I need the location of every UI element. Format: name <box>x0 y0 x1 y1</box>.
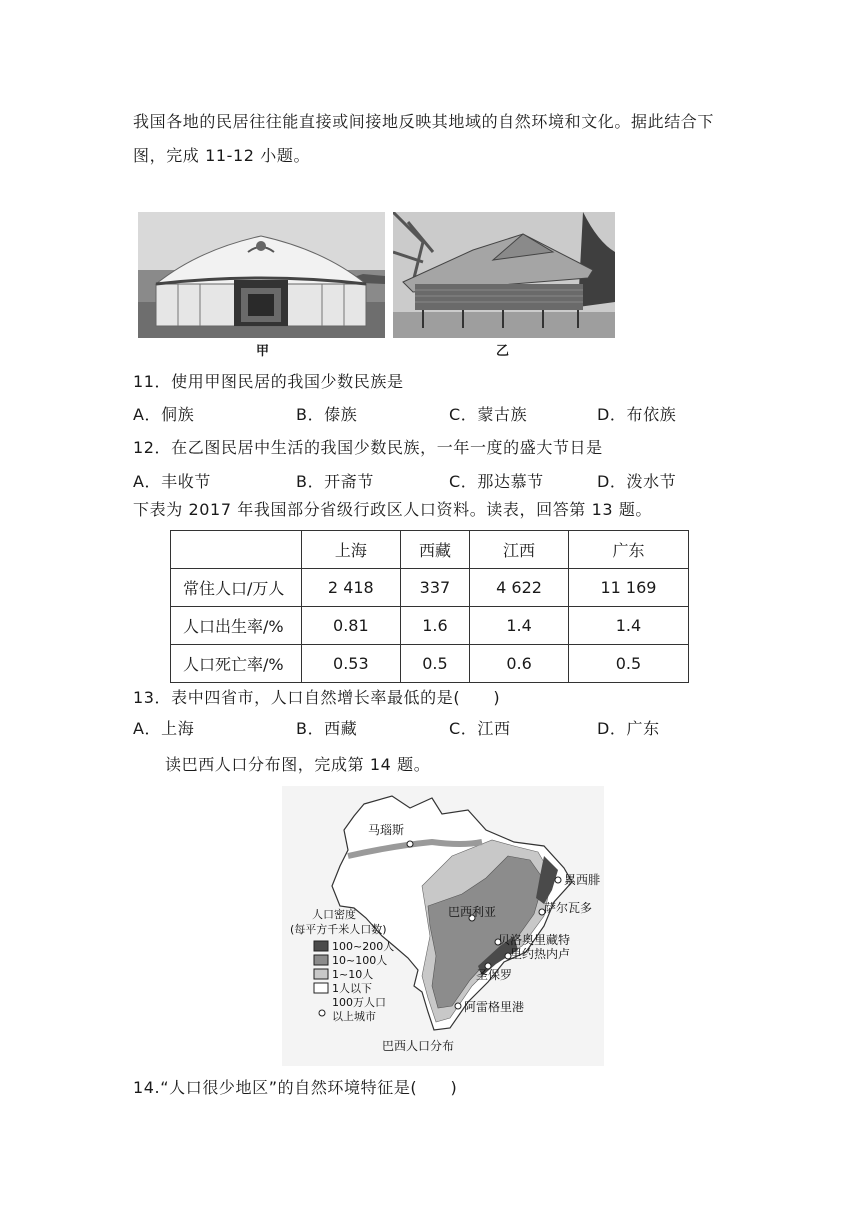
table-row-label: 人口出生率/% <box>171 607 302 645</box>
legend-item: 1人以下 <box>332 982 372 995</box>
table-cell: 0.5 <box>400 645 470 683</box>
table-header-cell <box>171 531 302 569</box>
table-cell: 1.4 <box>568 607 688 645</box>
map-intro: 读巴西人口分布图，完成第 14 题。 <box>165 755 431 774</box>
q11-option-d: D．布依族 <box>597 405 677 424</box>
table-header-cell: 广东 <box>568 531 688 569</box>
q11-option-b: B．傣族 <box>296 405 358 424</box>
legend-swatch <box>314 941 328 951</box>
q12-option-d: D．泼水节 <box>597 472 677 491</box>
table-row-label: 人口死亡率/% <box>171 645 302 683</box>
table-header-cell: 江西 <box>470 531 569 569</box>
legend-subtitle: (每平方千米人口数) <box>290 923 387 936</box>
legend-item: 100~200人 <box>332 940 395 953</box>
table-header-row <box>171 531 689 569</box>
city-label: 贝洛奥里藏特 <box>498 933 571 947</box>
table-cell: 0.53 <box>302 645 401 683</box>
photo-caption-right: 乙 <box>496 344 510 359</box>
legend-item: 1~10人 <box>332 968 374 981</box>
city-label: 巴西利亚 <box>448 905 497 919</box>
city-label: 马瑙斯 <box>368 823 405 837</box>
legend-swatch <box>314 969 328 979</box>
table-header-cell: 上海 <box>302 531 401 569</box>
map-caption: 巴西人口分布 <box>382 1039 455 1053</box>
table-cell: 2 418 <box>302 569 401 607</box>
legend-city-dot <box>319 1010 325 1016</box>
table-row-label: 常住人口/万人 <box>171 569 302 607</box>
table-cell: 1.6 <box>400 607 470 645</box>
q12-option-a: A．丰收节 <box>133 472 211 491</box>
table-intro: 下表为 2017 年我国部分省级行政区人口资料。读表，回答第 13 题。 <box>133 500 653 519</box>
city-label: 圣保罗 <box>476 968 513 982</box>
table-header-cell: 西藏 <box>400 531 470 569</box>
city-label: 累西腓 <box>564 873 601 887</box>
population-table <box>170 530 689 683</box>
table-cell: 1.4 <box>470 607 569 645</box>
city-label: 里约热内卢 <box>510 947 571 961</box>
table-cell: 0.5 <box>568 645 688 683</box>
city-label: 萨尔瓦多 <box>544 901 593 915</box>
q13-option-d: D．广东 <box>597 719 660 738</box>
q12-option-c: C．那达慕节 <box>449 472 544 491</box>
city-dot-recife <box>555 877 561 883</box>
q12-stem: 12．在乙图民居中生活的我国少数民族，一年一度的盛大节日是 <box>133 438 603 457</box>
brazil-population-map <box>282 786 604 1066</box>
city-dot-porto-alegre <box>455 1003 461 1009</box>
table-cell: 11 169 <box>568 569 688 607</box>
table-cell: 0.81 <box>302 607 401 645</box>
q11-stem: 11．使用甲图民居的我国少数民族是 <box>133 372 404 391</box>
city-dot-manaus <box>407 841 413 847</box>
q13-option-b: B．西藏 <box>296 719 358 738</box>
q13-option-a: A．上海 <box>133 719 195 738</box>
legend-swatch <box>314 983 328 993</box>
legend-city-label: 100万人口 <box>332 996 386 1009</box>
legend-title: 人口密度 <box>312 908 356 921</box>
legend-swatch <box>314 955 328 965</box>
table-cell: 4 622 <box>470 569 569 607</box>
q13-stem: 13．表中四省市，人口自然增长率最低的是( ) <box>133 688 501 707</box>
q12-option-b: B．开斋节 <box>296 472 374 491</box>
photo-caption-left: 甲 <box>256 344 270 359</box>
yurt-photo <box>138 212 385 338</box>
legend-item: 10~100人 <box>332 954 388 967</box>
intro-line-1: 我国各地的民居往往能直接或间接地反映其地域的自然环境和文化。据此结合下 <box>133 112 715 131</box>
table-cell: 0.6 <box>470 645 569 683</box>
q11-option-c: C．蒙古族 <box>449 405 528 424</box>
q11-option-a: A．侗族 <box>133 405 195 424</box>
table-row <box>171 645 689 683</box>
table-cell: 337 <box>400 569 470 607</box>
table-row <box>171 607 689 645</box>
table-row <box>171 569 689 607</box>
stilt-house-photo <box>393 212 615 338</box>
legend-city-label-2: 以上城市 <box>332 1010 376 1023</box>
q13-option-c: C．江西 <box>449 719 511 738</box>
city-label: 阿雷格里港 <box>464 1000 525 1014</box>
q14-stem: 14.“人口很少地区”的自然环境特征是( ) <box>133 1078 458 1097</box>
intro-line-2: 图，完成 11-12 小题。 <box>133 146 311 165</box>
